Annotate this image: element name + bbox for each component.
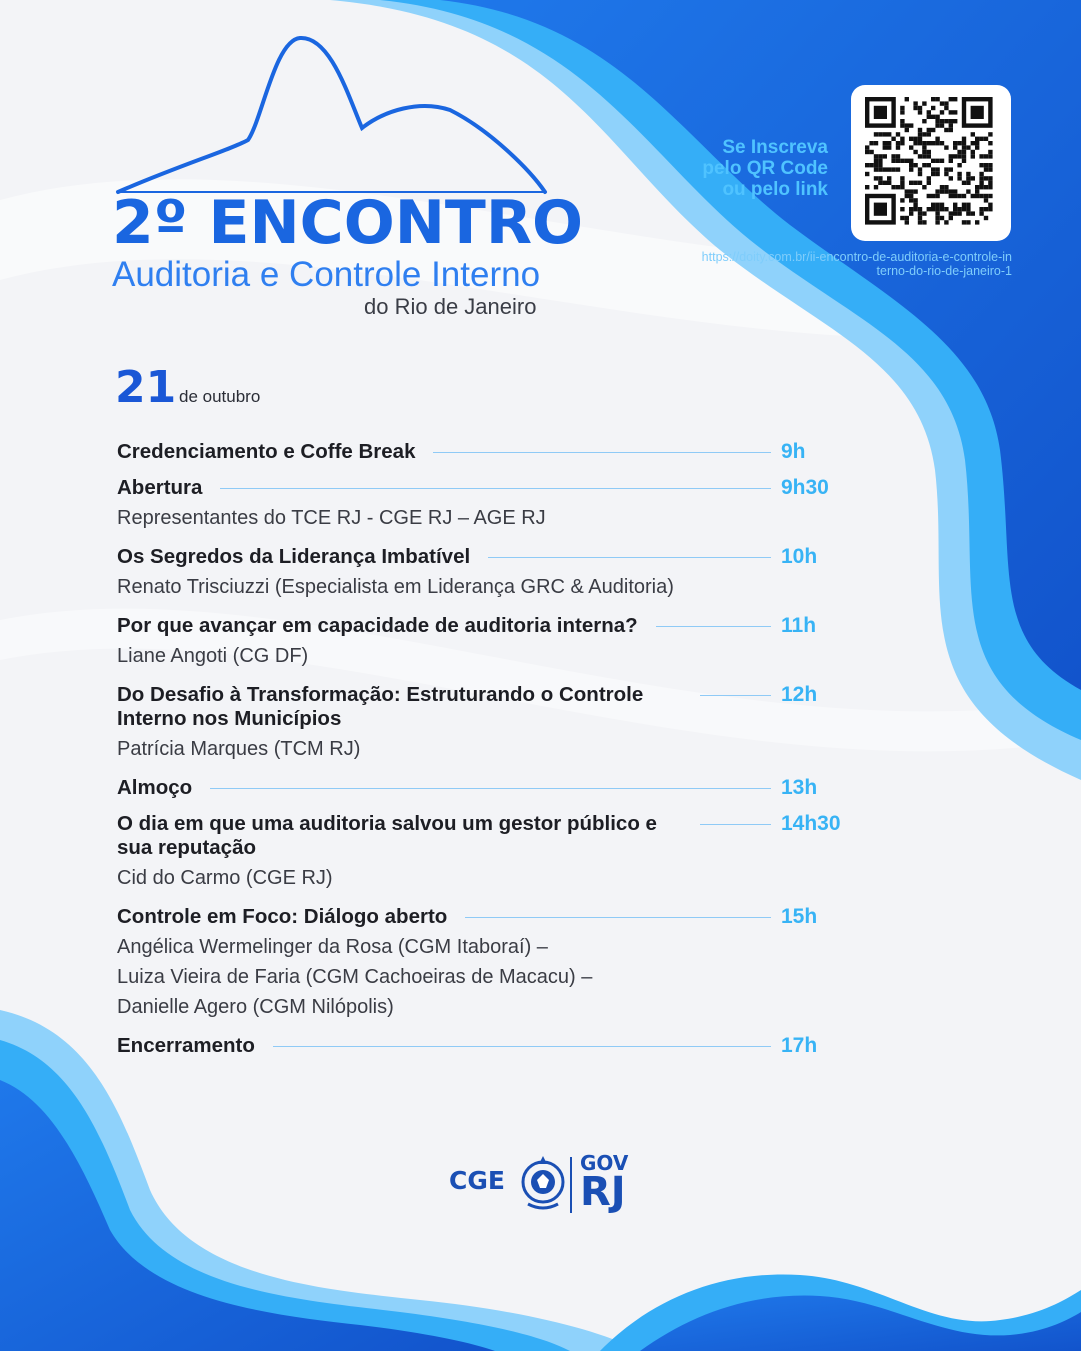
agenda-item-title: O dia em que uma auditoria salvou um gestor público e sua reputação	[117, 812, 657, 859]
agenda-item-speaker: Danielle Agero (CGM Nilópolis)	[117, 996, 394, 1018]
agenda-item-time: 17h	[781, 1034, 818, 1057]
qr-call-to-action: Se Inscreva pelo QR Code ou pelo link	[702, 137, 828, 200]
agenda-item-speaker: Angélica Wermelinger da Rosa (CGM Itaboraí) –	[117, 936, 548, 958]
event-title: 2º ENCONTRO	[112, 188, 584, 258]
agenda-item-title: Os Segredos da Liderança Imbatível	[117, 545, 471, 568]
logo-divider	[570, 1157, 572, 1213]
agenda-item	[117, 614, 877, 671]
divider-line	[273, 1046, 771, 1047]
agenda-item-title: Almoço	[117, 776, 193, 799]
agenda-item-speaker: Representantes do TCE RJ - CGE RJ – AGE RJ	[117, 507, 546, 529]
agenda-item-title: Credenciamento e Coffe Break	[117, 440, 416, 463]
agenda-item-time: 13h	[781, 776, 818, 799]
rj-logo-text: RJ	[580, 1169, 626, 1215]
divider-line	[220, 488, 771, 489]
agenda-item-title: Controle em Foco: Diálogo aberto	[117, 905, 448, 928]
agenda-item	[117, 1034, 877, 1058]
agenda-item-title: Encerramento	[117, 1034, 255, 1057]
event-location: do Rio de Janeiro	[364, 294, 537, 319]
agenda-item-time: 11h	[781, 614, 817, 637]
event-subtitle: Auditoria e Controle Interno	[112, 255, 541, 294]
divider-line	[465, 917, 771, 918]
agenda-item-speaker: Cid do Carmo (CGE RJ)	[117, 867, 333, 889]
event-month: de outubro	[179, 387, 261, 406]
qr-code-card[interactable]	[851, 85, 1011, 241]
registration-link[interactable]: https://doity.com.br/ii-encontro-de-auditoria-e-controle-interno-do-rio-de-janeiro-1	[701, 250, 1012, 278]
agenda-item	[117, 476, 877, 533]
agenda-item-time: 15h	[781, 905, 818, 928]
divider-line	[656, 626, 771, 627]
agenda-item-title: Por que avançar em capacidade de auditoria interna?	[117, 614, 638, 637]
agenda-item-time: 9h	[781, 440, 806, 463]
divider-line	[210, 788, 771, 789]
agenda-list	[117, 440, 877, 1070]
agenda-item-title: Abertura	[117, 476, 203, 499]
agenda-item-speaker: Patrícia Marques (TCM RJ)	[117, 738, 361, 760]
agenda-item-time: 12h	[781, 683, 818, 706]
agenda-item-speaker: Liane Angoti (CG DF)	[117, 645, 309, 667]
qr-code-icon	[851, 85, 1011, 241]
agenda-item	[117, 776, 877, 800]
cge-logo-text: CGE	[449, 1166, 505, 1195]
agenda-item	[117, 683, 877, 764]
agenda-item-time: 14h30	[781, 812, 841, 835]
rio-de-janeiro-coat-of-arms-icon	[518, 1150, 568, 1214]
agenda-item-title: Do Desafio à Transformação: Estruturando o Controle Interno nos Municípios	[117, 683, 644, 730]
agenda-item	[117, 812, 877, 893]
divider-line	[433, 452, 771, 453]
divider-line	[700, 695, 771, 696]
agenda-item-speaker: Renato Trisciuzzi (Especialista em Liderança GRC & Auditoria)	[117, 576, 674, 598]
agenda-item-time: 9h30	[781, 476, 829, 499]
agenda-item-time: 10h	[781, 545, 818, 568]
agenda-item	[117, 440, 877, 464]
agenda-item-speaker: Luiza Vieira de Faria (CGM Cachoeiras de Macacu) –	[117, 966, 593, 988]
gov-logo-text: GOV	[580, 1151, 629, 1175]
divider-line	[700, 824, 771, 825]
agenda-item	[117, 905, 877, 1022]
agenda-item	[117, 545, 877, 602]
divider-line	[488, 557, 771, 558]
event-day: 21	[115, 362, 177, 413]
